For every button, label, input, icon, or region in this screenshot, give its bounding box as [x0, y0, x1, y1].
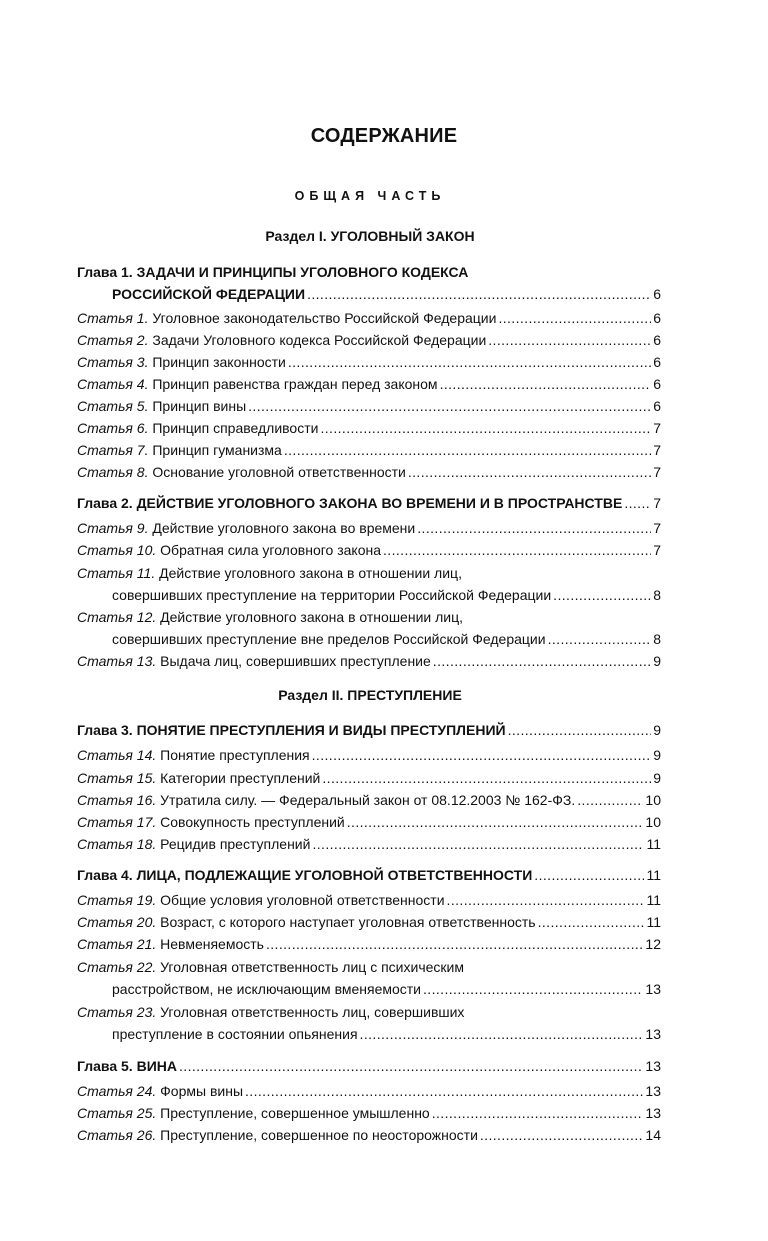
dot-leader	[624, 495, 651, 512]
article-number: Статья 23.	[77, 1004, 157, 1020]
page-number: 11	[646, 914, 661, 930]
entry-text	[77, 1105, 430, 1122]
chapter-entry	[77, 862, 661, 884]
entry-text	[112, 587, 551, 604]
article-number: Статья 4.	[77, 376, 149, 392]
article-number: Статья 10.	[77, 542, 157, 558]
page-number: 8	[653, 587, 661, 603]
page-number: 6	[653, 376, 661, 392]
entry-text	[77, 1004, 464, 1021]
article-title: расстройством, не исключающим вменяемости	[112, 981, 421, 997]
entry-text	[77, 722, 506, 739]
dot-leader	[408, 464, 651, 481]
page-number: 9	[653, 770, 661, 786]
dot-leader	[447, 892, 645, 909]
dot-leader	[320, 420, 651, 437]
article-number: Статья 6.	[77, 420, 149, 436]
page-number: 6	[653, 398, 661, 414]
page-number: 14	[645, 1127, 661, 1143]
dot-leader	[538, 914, 645, 931]
article-entry	[77, 515, 661, 537]
dot-leader	[312, 747, 652, 764]
article-entry	[77, 415, 661, 437]
dot-leader	[433, 653, 651, 670]
article-entry	[77, 887, 661, 909]
chapter-title: РОССИЙСКОЙ ФЕДЕРАЦИИ	[112, 286, 306, 302]
article-number: Статья 2.	[77, 332, 149, 348]
article-title: Преступление, совершенное по неосторожности	[156, 1127, 478, 1143]
article-title: Уголовная ответственность лиц, совершивших	[156, 1004, 465, 1020]
entry-text	[77, 520, 415, 537]
article-title: Совокупность преступлений	[156, 814, 345, 830]
dot-leader	[383, 542, 651, 559]
article-title: Принцип законности	[148, 354, 286, 370]
entry-text	[112, 631, 546, 648]
entry-text	[77, 354, 286, 371]
page-number: 7	[653, 420, 661, 436]
article-entry	[77, 765, 661, 787]
dot-leader	[432, 1105, 644, 1122]
chapter-title: Глава 3. ПОНЯТИЕ ПРЕСТУПЛЕНИЯ И ВИДЫ ПРЕСТУПЛЕНИЙ	[77, 722, 506, 738]
article-title: Категории преступлений	[156, 770, 321, 786]
article-entry	[77, 459, 661, 481]
article-number: Статья 25.	[77, 1105, 157, 1121]
article-title: Действие уголовного закона в отношении лиц,	[155, 565, 462, 581]
page-number: 10	[645, 792, 661, 808]
article-number: Статья 1.	[77, 310, 149, 326]
article-entry	[77, 305, 661, 327]
entry-text	[77, 814, 345, 831]
dot-leader	[322, 770, 651, 787]
article-entry	[77, 327, 661, 349]
article-number: Статья 9.	[77, 520, 149, 536]
page-number: 7	[653, 542, 661, 558]
page-number: 6	[653, 332, 661, 348]
page-number: 8	[653, 631, 661, 647]
dot-leader	[417, 520, 651, 537]
article-number: Статья 13.	[77, 653, 157, 669]
chapter-title: Глава 4. ЛИЦА, ПОДЛЕЖАЩИЕ УГОЛОВНОЙ ОТВЕТСТВЕННОСТИ	[77, 867, 533, 883]
article-title: Понятие преступления	[156, 747, 310, 763]
article-title: Утратила силу. — Федеральный закон от 08.12.2003 № 162-ФЗ.	[156, 792, 576, 808]
page-number: 13	[645, 1105, 661, 1121]
page-title: СОДЕРЖАНИЕ	[310, 125, 458, 147]
dot-leader	[248, 398, 651, 415]
page-number: 11	[646, 867, 661, 883]
dot-leader	[266, 936, 643, 953]
entry-text	[77, 332, 486, 349]
article-number: Статья 15.	[77, 770, 157, 786]
article-entry	[77, 371, 661, 393]
entry-text	[77, 398, 246, 415]
article-entry	[77, 787, 661, 809]
section-heading-2: Раздел II. ПРЕСТУПЛЕНИЕ	[278, 687, 462, 703]
article-number: Статья 3.	[77, 354, 149, 370]
article-title: Обратная сила уголовного закона	[156, 542, 382, 558]
chapter-entry	[77, 259, 661, 281]
article-entry	[77, 931, 661, 953]
article-number: Статья 17.	[77, 814, 157, 830]
article-entry	[77, 831, 661, 853]
dot-leader	[179, 1058, 643, 1075]
article-entry	[77, 909, 661, 931]
entry-text	[77, 310, 496, 327]
dot-leader	[284, 442, 651, 459]
page-number: 12	[645, 936, 661, 952]
article-entry	[77, 604, 661, 626]
article-entry	[112, 582, 661, 604]
page-number: 11	[646, 836, 661, 852]
entry-text	[77, 1083, 243, 1100]
article-title: Рецидив преступлений	[156, 836, 311, 852]
article-number: Статья 20.	[77, 914, 157, 930]
chapter-title: Глава 2. ДЕЙСТВИЕ УГОЛОВНОГО ЗАКОНА ВО ВРЕМЕНИ И В ПРОСТРАНСТВЕ	[77, 495, 623, 511]
entry-text	[77, 542, 381, 559]
article-title: Формы вины	[156, 1083, 243, 1099]
dot-leader	[360, 1026, 644, 1043]
article-entry	[77, 999, 661, 1021]
entry-text	[77, 495, 622, 512]
article-title: Общие условия уголовной ответственности	[156, 892, 445, 908]
entry-text	[112, 1026, 358, 1043]
article-number: Статья 21.	[77, 936, 157, 952]
dot-leader	[347, 814, 644, 831]
dot-leader	[534, 867, 644, 884]
page-number: 13	[645, 1026, 661, 1042]
page-number: 6	[653, 354, 661, 370]
article-number: Статья 14.	[77, 747, 157, 763]
page-number: 7	[653, 495, 661, 511]
article-entry	[77, 742, 661, 764]
page-number: 6	[653, 310, 661, 326]
entry-text	[77, 442, 282, 459]
dot-leader	[307, 286, 651, 303]
article-entry	[77, 954, 661, 976]
entry-text	[77, 464, 406, 481]
dot-leader	[548, 631, 652, 648]
entry-text	[77, 959, 464, 976]
chapter-entry	[77, 717, 661, 739]
entry-text	[77, 264, 468, 281]
entry-text	[77, 420, 318, 437]
entry-text	[77, 565, 462, 582]
article-entry	[77, 437, 661, 459]
article-entry	[77, 393, 661, 415]
article-entry	[77, 648, 661, 670]
chapter-title: Глава 1. ЗАДАЧИ И ПРИНЦИПЫ УГОЛОВНОГО КОДЕКСА	[77, 264, 469, 280]
article-entry	[77, 809, 661, 831]
page-number: 7	[653, 464, 661, 480]
article-number: Статья 19.	[77, 892, 157, 908]
article-title: Принцип справедливости	[148, 420, 319, 436]
dot-leader	[553, 587, 651, 604]
chapter-entry	[77, 490, 661, 512]
article-title: Действие уголовного закона в отношении лиц,	[156, 609, 464, 625]
dot-leader	[423, 981, 643, 998]
entry-text	[112, 286, 305, 303]
entry-text	[77, 836, 310, 853]
dot-leader	[577, 792, 643, 809]
page-number: 9	[653, 747, 661, 763]
article-number: Статья 11.	[77, 565, 156, 581]
entry-text	[77, 914, 536, 931]
article-title: Действие уголовного закона во времени	[148, 520, 416, 536]
article-title: Задачи Уголовного кодекса Российской Федерации	[148, 332, 487, 348]
page-number: 7	[653, 442, 661, 458]
dot-leader	[440, 376, 652, 393]
part-heading: ОБЩАЯ ЧАСТЬ	[294, 189, 446, 203]
entry-text	[77, 770, 320, 787]
article-entry	[77, 537, 661, 559]
entry-text	[77, 747, 310, 764]
chapter-entry	[112, 281, 661, 303]
chapter-title: Глава 5. ВИНА	[77, 1058, 177, 1074]
dot-leader	[312, 836, 644, 853]
page-number: 11	[646, 892, 661, 908]
article-number: Статья 8.	[77, 464, 149, 480]
article-title: Принцип гуманизма	[148, 442, 282, 458]
dot-leader	[288, 354, 651, 371]
dot-leader	[245, 1083, 643, 1100]
article-number: Статья 16.	[77, 792, 157, 808]
article-title: Уголовная ответственность лиц с психическим	[156, 959, 464, 975]
article-entry	[77, 349, 661, 371]
page-number: 9	[653, 653, 661, 669]
article-title: преступление в состоянии опьянения	[112, 1026, 358, 1042]
section-heading-1: Раздел I. УГОЛОВНЫЙ ЗАКОН	[265, 228, 475, 244]
entry-text	[77, 376, 438, 393]
dot-leader	[498, 310, 651, 327]
article-number: Статья 12.	[77, 609, 157, 625]
article-title: совершивших преступление на территории Российской Федерации	[112, 587, 552, 603]
article-number: Статья 24.	[77, 1083, 157, 1099]
page-number: 13	[645, 1083, 661, 1099]
article-title: Возраст, с которого наступает уголовная ответственность	[156, 914, 536, 930]
article-title: Выдача лиц, совершивших преступление	[156, 653, 431, 669]
article-entry	[112, 626, 661, 648]
article-number: Статья 7.	[77, 442, 149, 458]
dot-leader	[480, 1127, 644, 1144]
article-entry	[112, 976, 661, 998]
article-number: Статья 26.	[77, 1127, 157, 1143]
article-entry	[112, 1021, 661, 1043]
dot-leader	[488, 332, 651, 349]
article-number: Статья 5.	[77, 398, 149, 414]
entry-text	[77, 1127, 478, 1144]
entry-text	[77, 792, 575, 809]
article-title: Уголовное законодательство Российской Федерации	[148, 310, 497, 326]
article-title: Основание уголовной ответственности	[148, 464, 406, 480]
article-title: Принцип вины	[148, 398, 247, 414]
article-title: Преступление, совершенное умышленно	[156, 1105, 430, 1121]
dot-leader	[508, 722, 652, 739]
article-title: Невменяемость	[156, 936, 264, 952]
article-number: Статья 18.	[77, 836, 157, 852]
article-title: совершивших преступление вне пределов Российской Федерации	[112, 631, 546, 647]
article-number: Статья 22.	[77, 959, 157, 975]
entry-text	[77, 867, 532, 884]
entry-text	[77, 936, 264, 953]
article-entry	[77, 560, 661, 582]
page-number: 7	[653, 520, 661, 536]
page-number: 9	[653, 722, 661, 738]
page-number: 13	[645, 1058, 661, 1074]
page-number: 13	[645, 981, 661, 997]
page-number: 10	[645, 814, 661, 830]
article-entry	[77, 1122, 661, 1144]
entry-text	[77, 653, 431, 670]
chapter-entry	[77, 1053, 661, 1075]
entry-text	[77, 1058, 177, 1075]
article-title: Принцип равенства граждан перед законом	[148, 376, 438, 392]
entry-text	[77, 609, 463, 626]
entry-text	[112, 981, 421, 998]
entry-text	[77, 892, 445, 909]
page-number: 6	[653, 286, 661, 302]
article-entry	[77, 1100, 661, 1122]
article-entry	[77, 1078, 661, 1100]
